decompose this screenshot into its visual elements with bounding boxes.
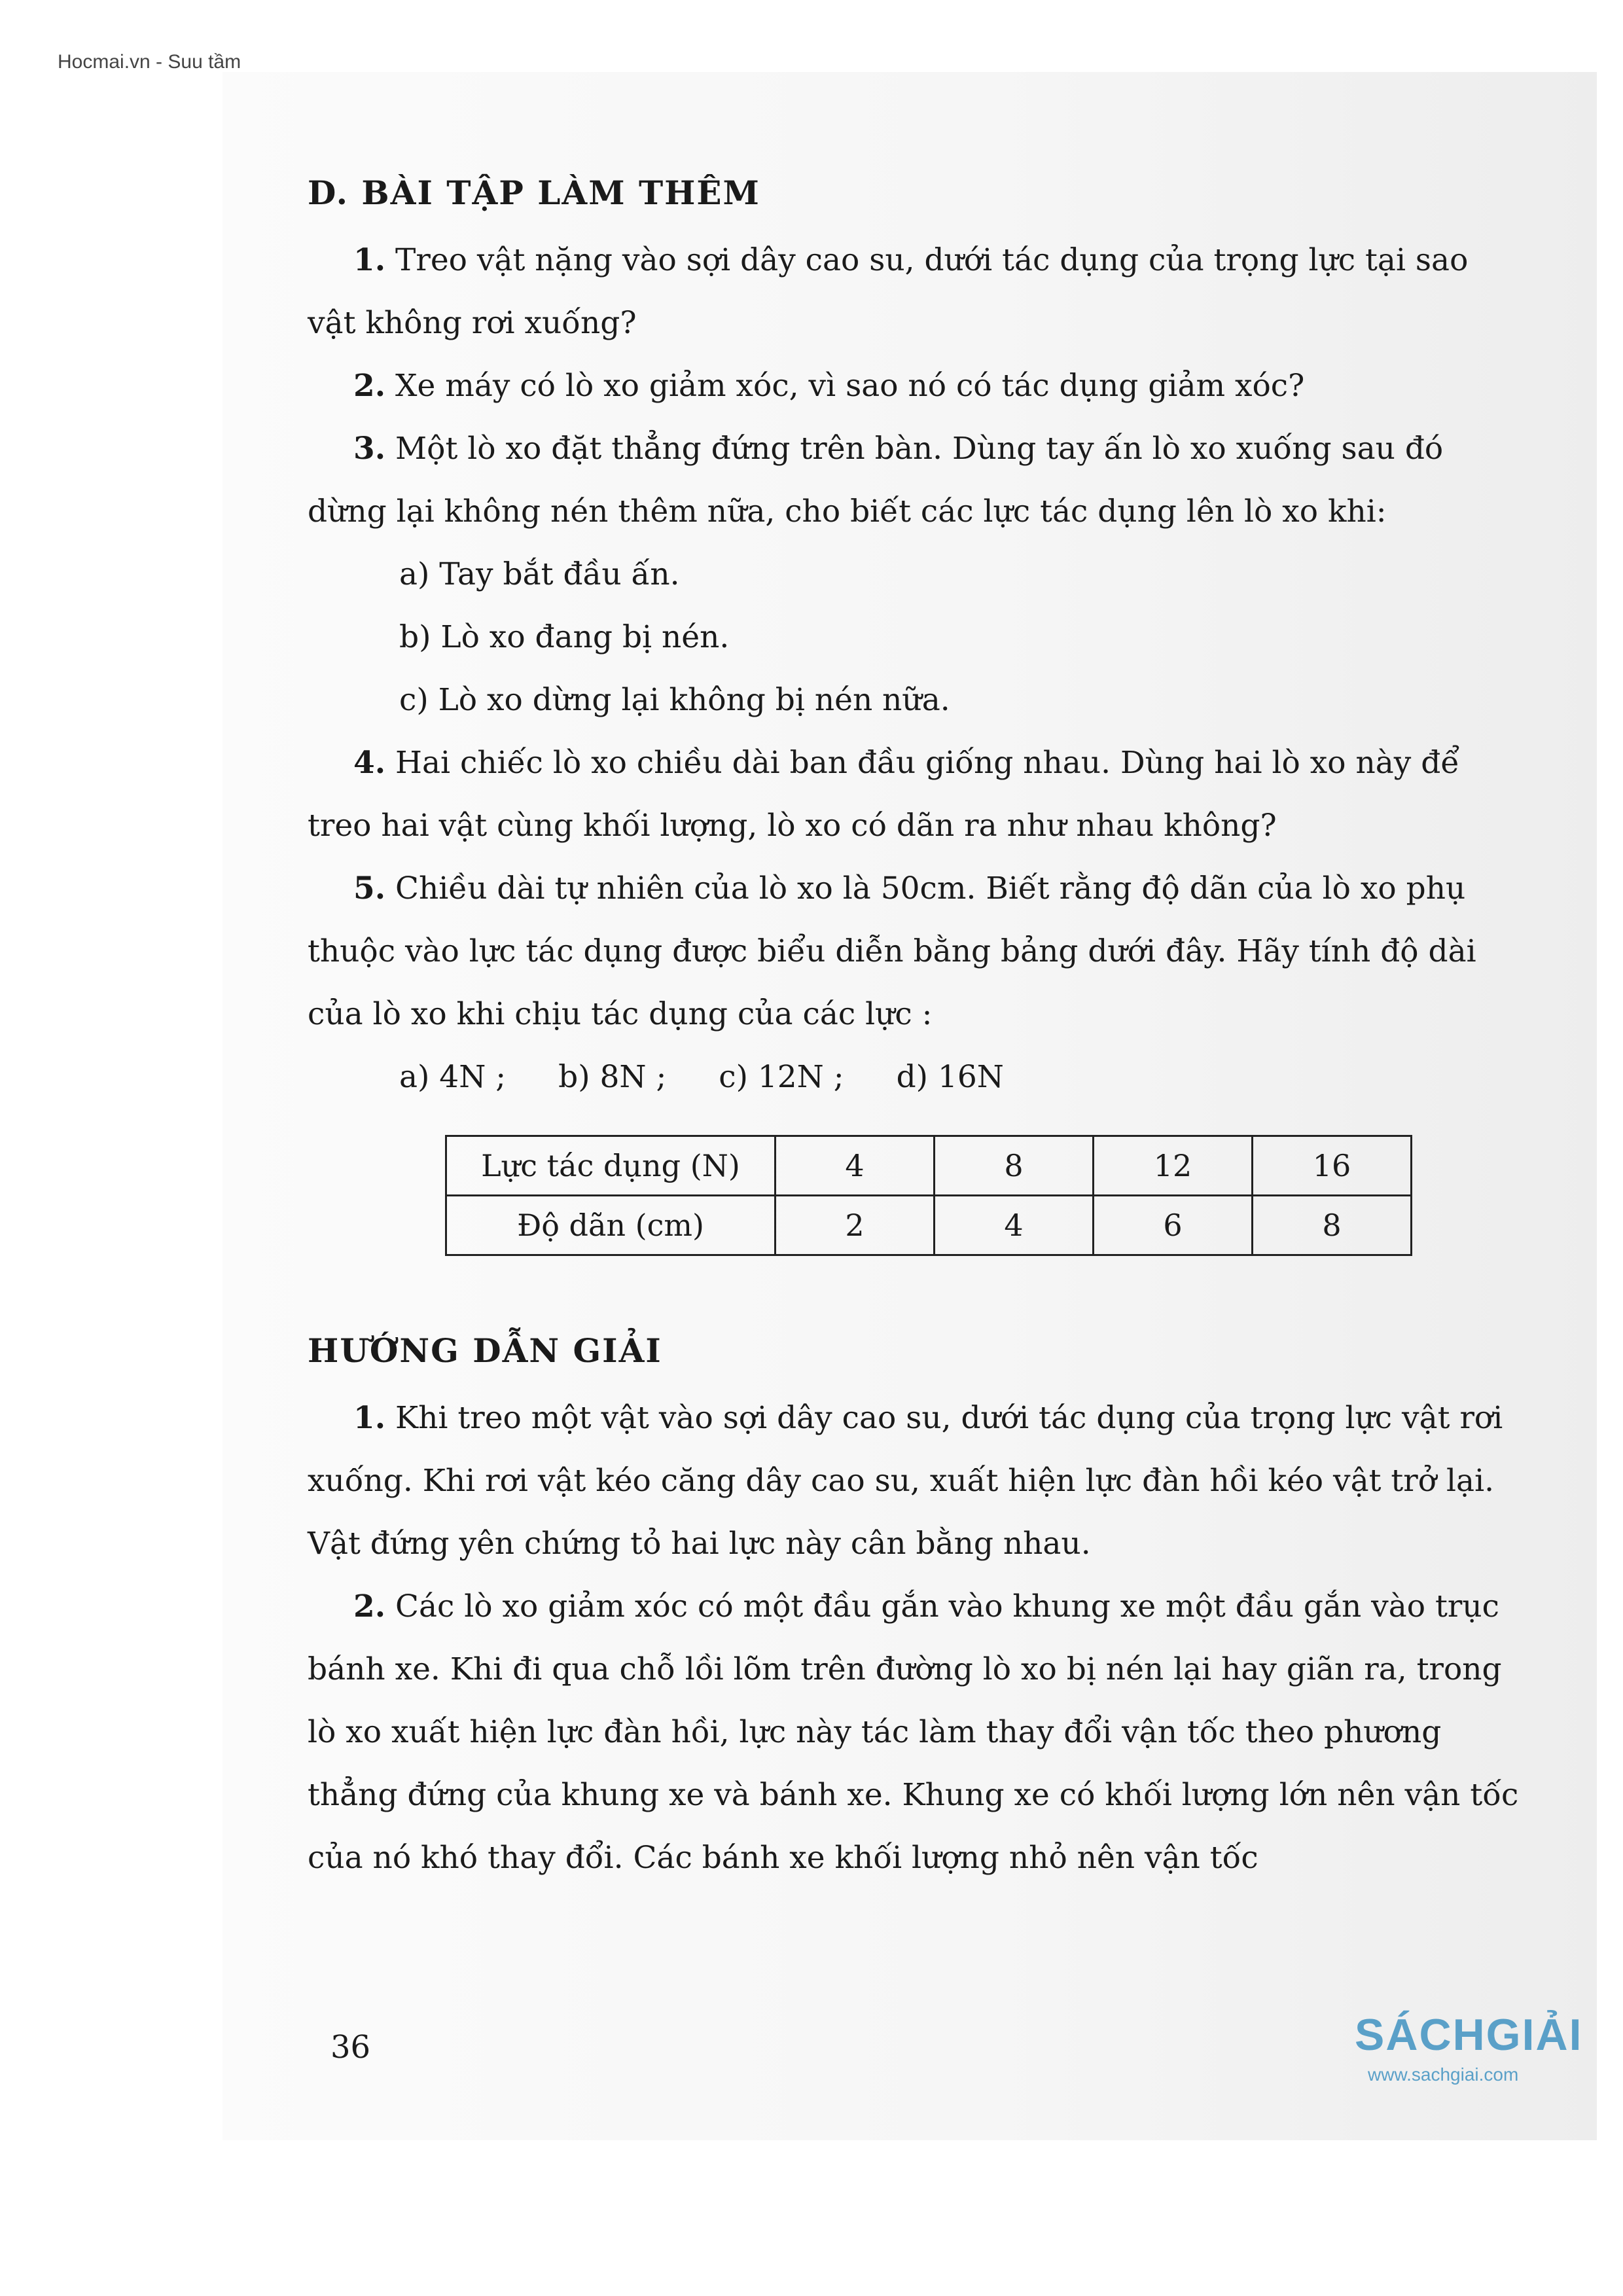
exercise-number: 5.	[353, 870, 386, 906]
table-cell: 6	[1094, 1196, 1253, 1255]
table-row-label: Độ dãn (cm)	[446, 1196, 776, 1255]
logo-url: www.sachgiai.com	[1368, 2064, 1519, 2085]
exercise-text: Chiều dài tự nhiên của lò xo là 50cm. Biết rằng độ dãn của lò xo phụ thuộc vào lực tác dụng được biểu diễn bằng bảng dưới đây. Hãy tính độ dài của lò xo khi chịu tác dụng của các lực :	[308, 870, 1476, 1032]
table-cell: 2	[776, 1196, 935, 1255]
solution-number: 2.	[353, 1588, 386, 1624]
force-option: d) 16N	[896, 1059, 1004, 1095]
exercise-number: 1.	[353, 242, 386, 278]
exercise-3-part-c: c) Lò xo dừng lại không bị nén nữa.	[399, 682, 950, 718]
page-content	[308, 157, 1525, 1890]
solution-number: 1.	[353, 1400, 386, 1436]
exercise-5-forces	[308, 1046, 1525, 1109]
table-cell: 8	[935, 1136, 1094, 1196]
exercise-number: 4.	[353, 745, 386, 781]
exercise-text: Hai chiếc lò xo chiều dài ban đầu giống nhau. Dùng hai lò xo này để treo hai vật cùng khối lượng, lò xo có dãn ra như nhau không?	[308, 745, 1460, 844]
force-option: a) 4N ;	[399, 1059, 507, 1095]
exercise-text: Xe máy có lò xo giảm xóc, vì sao nó có tác dụng giảm xóc?	[395, 368, 1305, 404]
exercise-3-part-b: b) Lò xo đang bị nén.	[399, 619, 730, 655]
solution-2	[308, 1575, 1525, 1890]
logo-brand: SÁCHGIẢI	[1355, 2010, 1583, 2060]
exercise-4	[308, 732, 1525, 857]
exercise-2	[308, 355, 1525, 418]
exercise-number: 2.	[353, 368, 386, 404]
table-row	[446, 1196, 1412, 1255]
sachgiai-logo	[1355, 2009, 1584, 2085]
table-row-label: Lực tác dụng (N)	[446, 1136, 776, 1196]
page-number: 36	[330, 2029, 371, 2066]
exercise-text: Một lò xo đặt thẳng đứng trên bàn. Dùng tay ấn lò xo xuống sau đó dừng lại không nén thêm nữa, cho biết các lực tác dụng lên lò xo khi:	[308, 431, 1444, 529]
table-cell: 16	[1253, 1136, 1412, 1196]
source-note: Hocmai.vn - Suu tầm	[58, 51, 241, 73]
table-row	[446, 1136, 1412, 1196]
exercise-1	[308, 229, 1525, 355]
exercise-3-part-a: a) Tay bắt đầu ấn.	[399, 556, 680, 592]
exercise-number: 3.	[353, 431, 386, 467]
solution-1	[308, 1387, 1525, 1575]
table-cell: 12	[1094, 1136, 1253, 1196]
exercise-3	[308, 418, 1525, 543]
table-cell: 8	[1253, 1196, 1412, 1255]
section-title: D. BÀI TẬP LÀM THÊM	[308, 173, 760, 212]
exercise-text: Treo vật nặng vào sợi dây cao su, dưới tác dụng của trọng lực tại sao vật không rơi xuống?	[308, 242, 1469, 341]
solution-text: Các lò xo giảm xóc có một đầu gắn vào khung xe một đầu gắn vào trục bánh xe. Khi đi qua chỗ lồi lõm trên đường lò xo bị nén lại hay giãn ra, trong lò xo xuất hiện lực đàn hồi, lực này tác làm thay đổi vận tốc theo phương thẳng đứng của khung xe và bánh xe. Khung xe có khối lượng lớn nên vận tốc của nó khó thay đổi. Các bánh xe khối lượng nhỏ nên vận tốc	[308, 1588, 1519, 1876]
force-extension-table	[445, 1135, 1412, 1256]
force-option: c) 12N ;	[719, 1059, 844, 1095]
force-option: b) 8N ;	[558, 1059, 667, 1095]
solution-text: Khi treo một vật vào sợi dây cao su, dưới tác dụng của trọng lực vật rơi xuống. Khi rơi vật kéo căng dây cao su, xuất hiện lực đàn hồi kéo vật trở lại. Vật đứng yên chứng tỏ hai lực này cân bằng nhau.	[308, 1400, 1503, 1562]
solutions-title: HƯỚNG DẪN GIẢI	[308, 1331, 662, 1370]
table-cell: 4	[776, 1136, 935, 1196]
table-cell: 4	[935, 1196, 1094, 1255]
exercise-5	[308, 857, 1525, 1046]
